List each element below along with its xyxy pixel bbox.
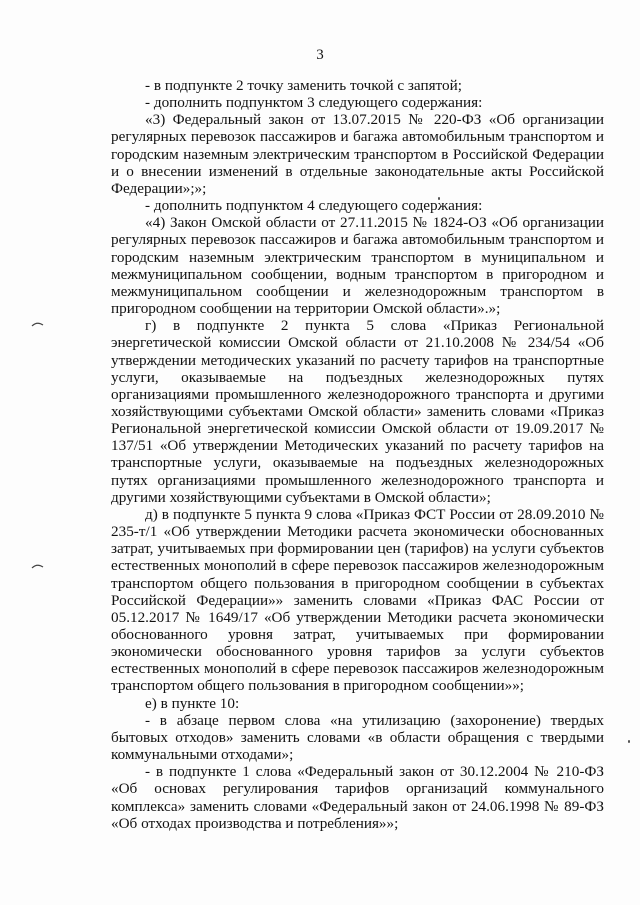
- margin-mark: [31, 563, 44, 569]
- paragraph: д) в подпункте 5 пункта 9 слова «Приказ ФСТ России от 28.09.2010 № 235-т/1 «Об утверждении Методики расчета экономически обоснованных затрат, учитываемых при формировании цен (тарифов) на услуги субъектов естественных монополий в сфере перевозок пассажиров железнодорожным транспортом общего пользования в пригородном сообщении в субъектах Российской Федерации»» заменить словами «Приказ ФАС России от 05.12.2017 № 1649/17 «Об утверждении Методики расчета экономически обоснованного уровня затрат, учитываемых при формировании экономически обоснованного уровня тарифов за услуги субъектов естественных монополий в сфере перевозок пассажиров железнодорожным транспортом общего пользования в пригородном сообщении»»;: [111, 505, 604, 695]
- paragraph: - в подпункте 2 точку заменить точкой с запятой;: [145, 77, 462, 94]
- paragraph: «4) Закон Омской области от 27.11.2015 № 1824-ОЗ «Об организации регулярных перевозок пассажиров и багажа автомобильным транспортом и городским наземным электрическим транспортом в муниципальном и межмуниципальном сообщении, водным транспортом в пригородном и межмуниципальном сообщении и железнодорожным транспортом в пригородном сообщении на территории Омской области».»;: [111, 214, 604, 318]
- paragraph: е) в пункте 10:: [145, 694, 240, 712]
- paragraph: - в абзаце первом слова «на утилизацию (захоронение) твердых бытовых отходов» заменить словами «в области обращения с твердыми коммунальными отходами»;: [111, 711, 604, 764]
- scan-speck: [628, 740, 630, 743]
- margin-mark: [31, 321, 44, 327]
- paragraph: г) в подпункте 2 пункта 5 слова «Приказ Региональной энергетической комиссии Омской области от 21.10.2008 № 234/54 «Об утверждении методических указаний по расчету тарифов на транспортные услуги, оказываемые на подъездных железнодорожных путях организациями промышленного железнодорожного транспорта и другими хозяйствующими субъектами Омской области» заменить словами «Приказ Региональной энергетической комиссии Омской области от 19.09.2017 № 137/51 «Об утверждении Методических указаний по расчету тарифов на транспортные услуги, оказываемые на подъездных железнодорожных путях организациями промышленного железнодорожного транспорта и другими хозяйствующими субъектами в Омской области»;: [111, 317, 604, 506]
- page-number: 3: [316, 47, 324, 63]
- paragraph: - дополнить подпунктом 3 следующего содержания:: [145, 94, 483, 112]
- paragraph: - дополнить подпунктом 4 следующего содержания:: [145, 197, 483, 215]
- paragraph: «3) Федеральный закон от 13.07.2015 № 220-ФЗ «Об организации регулярных перевозок пассажиров и багажа автомобильным транспортом и городским наземным электрическим транспортом в Российской Федерации и о внесении изменений в отдельные законодательные акты Российской Федерации»;»;: [111, 111, 604, 197]
- document-body: [111, 77, 604, 832]
- paragraph: - в подпункте 1 слова «Федеральный закон от 30.12.2004 № 210-ФЗ «Об основах регулирования тарифов организаций коммунального комплекса» заменить словами «Федеральный закон от 24.06.1998 № 89-ФЗ «Об отходах производства и потребления»»;: [111, 763, 604, 832]
